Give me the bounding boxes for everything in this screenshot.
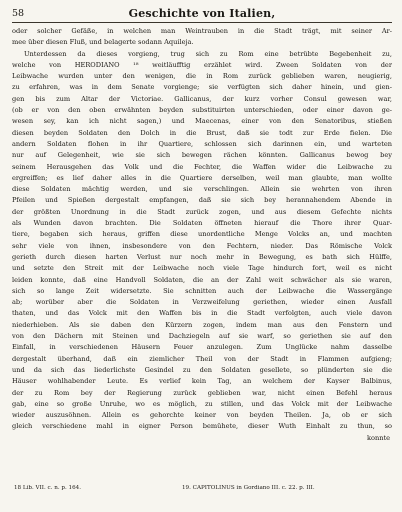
page-number: 58 bbox=[12, 8, 25, 19]
text-line: Unterdessen da dieses vorgieng, trug sich zu Rom eine betrübte Begebenheit zu, bbox=[24, 49, 392, 58]
text-line: tiere, begaben sich heraus, griffen diese unordentliche Menge Volcks an, und machten bbox=[12, 230, 392, 239]
text-line: Häuser wohlhabender Leute. Es verlief kein Tag, an welchem der Kayser Balbinus, bbox=[12, 377, 392, 386]
text-line: gab, eine so große Unruhe, wo es möglich, zu stillen, und das Volck mit der Leibwache bbox=[12, 399, 392, 408]
text-line: welche von HERODIANO ¹⁸ weitläufftig erzählet wird. Zween Soldaten von der bbox=[12, 60, 392, 69]
body-text bbox=[12, 26, 392, 433]
text-line: ab; worüber aber die Soldaten in Verzweifelung geriethen, wieder einen Ausfall bbox=[12, 298, 392, 307]
text-line: sehr viele von ihnen, insbesondere von den Fechtern, nieder. Das Römische Volck bbox=[12, 241, 392, 250]
text-line: andern Soldaten flohen in ihr Quartiere, schlossen sich darinnen ein, und warteten bbox=[12, 139, 392, 148]
text-line: von den Dächern mit Steinen und Dachziegeln auf sie warf, so geriethen sie auf den bbox=[12, 332, 392, 341]
text-line: leiden konnte, daß eine Handvoll Soldaten, die an der Zahl weit schwächer als sie waren, bbox=[12, 275, 392, 284]
text-line: dergestalt überhand, daß ein ziemlicher Theil von der Stadt in Flammen aufgieng; bbox=[12, 354, 392, 363]
text-line: Leibwache wurden unter den wenigen, die in Rom zurück geblieben waren, neugierig, bbox=[12, 72, 392, 81]
text-line: und setzte den Streit mit der Leibwache noch viele Tage hindurch fort, weil es nicht bbox=[12, 264, 392, 273]
text-line: der zu Rom bey der Regierung zurück geblieben war, nicht einen Befehl heraus bbox=[12, 388, 392, 397]
text-line: sich so lange Zeit widersetzte. Sie schnitten auch der Leibwache die Wassergänge bbox=[12, 286, 392, 295]
text-line: (ob er von den oben erwähnten beyden substituirten unterschieden, oder einer davon ge- bbox=[12, 106, 392, 115]
text-line: ergreiffen; es lief daher alles in die Quartiere derselben, weil man glaubte, man wollte bbox=[12, 173, 392, 182]
text-line: Einfall, in verschiedenen Häusern Feuer anzulegen. Zum Unglücke nahm dasselbe bbox=[12, 343, 392, 352]
text-line: gen bis zum Altar der Victoriae. Gallicanus, der kurz vorher Consul gewesen war, bbox=[12, 94, 392, 103]
text-line: diese Soldaten mächtig werden, und sie verschlingen. Allein sie wehrten von ihren bbox=[12, 185, 392, 194]
text-line: zu erfahren, was in dem Senate vorgienge; sie verfügten sich daher hinein, und gien- bbox=[12, 83, 392, 92]
catchword: konnte bbox=[366, 433, 390, 442]
text-line: gleich verschiedene mahl in eigner Person bemühete, dieser Wuth Einhalt zu thun, so bbox=[12, 422, 392, 431]
footnote-18: 18 Lib. VII. c. n. p. 164. bbox=[14, 485, 81, 491]
text-line: thaten, und das Volck mit den Waffen bis in die Stadt verfolgten, auch viele davon bbox=[12, 309, 392, 318]
text-line: der größten Unordnung in die Stadt zurück zogen, und aus diesem Gefechte nichts bbox=[12, 207, 392, 216]
text-line: gerieth durch diesen harten Verlust nur noch mehr in Bewegung, es bath sich Hülffe, bbox=[12, 252, 392, 261]
text-line: als Wunden davon brachten. Die Soldaten öffneten hierauf die Thore ihrer Quar- bbox=[12, 219, 392, 228]
footnotes bbox=[14, 484, 388, 492]
running-title: Geschichte von Italien, bbox=[128, 7, 276, 20]
text-line: diesen beyden Soldaten den Dolch in die Brust, daß sie todt zur Erde fielen. Die bbox=[12, 128, 392, 137]
text-line: Pfeilen und Spießen dergestalt empfangen, daß sie sich bey herannahendem Abende in bbox=[12, 196, 392, 205]
text-line: und da sich das liederlichste Gesindel zu den Soldaten gesellete, so plünderten sie die bbox=[12, 365, 392, 374]
text-line: niederhieben. Als sie daben den Kürzern zogen, indem man aus den Fenstern und bbox=[12, 320, 392, 329]
text-line: seinem Herausgehen das Volk und die Fechter, die Waffen wider die Leibwache zu bbox=[12, 162, 392, 171]
text-line: mee über diesen Fluß, und belagerte sodann Aquileja. bbox=[12, 38, 194, 47]
footnote-19: 19. CAPITOLINUS in Gordiano III. c. 22. p. III. bbox=[182, 485, 315, 491]
text-line: wieder auszusöhnen. Allein es gehorchte keiner von beyden Theilen. Ja, ob er sich bbox=[12, 411, 392, 420]
page-header bbox=[12, 8, 392, 23]
text-line: nur auf Gelegenheit, wie sie sich bewegen rächen könnten. Gallicanus bewog bey bbox=[12, 151, 392, 160]
text-line: wesen sey, kan ich nicht sagen,) und Maecenas, einer von den Senatoribus, stießen bbox=[12, 117, 392, 126]
text-line: oder solcher Gefäße, in welchen man Weintrauben in die Stadt trägt, mit seiner Ar- bbox=[12, 27, 392, 35]
